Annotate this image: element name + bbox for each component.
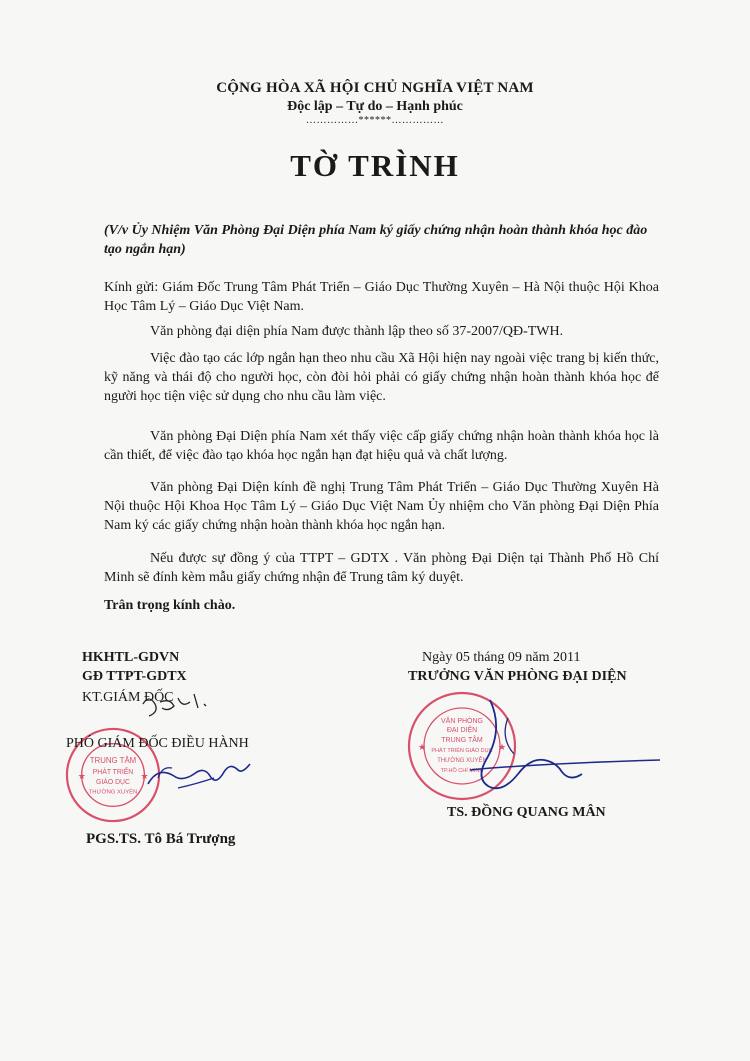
recipient-line: Kính gửi: Giám Đốc Trung Tâm Phát Triển – Giáo Dục Thường Xuyên – Hà Nội thuộc Hội Khoa Học Tâm Lý – Giáo Dục Việt Nam.	[104, 280, 659, 314]
document-title: TỜ TRÌNH	[290, 148, 460, 183]
right-signer-name: TS. ĐỒNG QUANG MÂN	[447, 805, 606, 820]
left-seal-text: GIÁO DỤC	[96, 778, 130, 786]
left-signer-name: PGS.TS. Tô Bá Trượng	[86, 831, 236, 847]
svg-text:★: ★	[418, 742, 427, 752]
right-seal-text: PHÁT TRIỂN GIÁO DỤC	[431, 748, 493, 754]
right-seal-text: ĐẠI DIỆN	[446, 727, 478, 734]
right-seal-text: THƯỜNG XUYÊN	[437, 758, 487, 764]
body-paragraph: Nếu được sự đồng ý của TTPT – GDTX . Văn phòng Đại Diện tại Thành Phố Hồ Chí Minh sẽ đính kèm mẫu giấy chứng nhận để Trung tâm ký duyệt.	[104, 551, 659, 585]
left-org-name: HKHTL-GDVN	[82, 650, 180, 665]
left-seal-text: PHÁT TRIỂN	[92, 769, 134, 777]
right-signer-position: TRƯỞNG VĂN PHÒNG ĐẠI DIỆN	[408, 669, 627, 684]
closing-line: Trân trọng kính chào.	[104, 598, 236, 613]
body-paragraph: Văn phòng đại diện phía Nam được thành lập theo số 37-2007/QĐ-TWH.	[150, 324, 564, 339]
svg-text:★: ★	[140, 770, 149, 781]
signing-date: Ngày 05 tháng 09 năm 2011	[422, 650, 581, 665]
body-paragraph: Việc đào tạo các lớp ngắn hạn theo nhu cầu Xã Hội hiện nay ngoài việc trang bị kiến thức, kỹ năng và thái độ cho người học, còn đòi hỏi phải có giấy chứng nhận hoàn thành khóa học để người học tiện việc sử dụng cho nhu cầu làm việc.	[104, 351, 659, 404]
national-motto: Độc lập – Tự do – Hạnh phúc	[287, 99, 463, 114]
left-signer-role: KT.GIÁM ĐỐC	[82, 690, 174, 705]
national-title: CỘNG HÒA XÃ HỘI CHỦ NGHĨA VIỆT NAM	[216, 80, 534, 96]
right-seal-text: TP.HỒ CHÍ MINH	[440, 768, 484, 774]
document-subject: (V/v Ủy Nhiệm Văn Phòng Đại Diện phía Nam ký giấy chứng nhận hoàn thành khóa học đào tạo ngắn hạn)	[104, 223, 648, 257]
svg-text:★: ★	[498, 742, 507, 752]
header-divider: ……………******……………	[306, 115, 444, 126]
right-handwritten-signature	[430, 690, 670, 810]
right-seal-text: TRUNG TÂM	[441, 737, 483, 744]
left-signer-position: PHÓ GIÁM ĐỐC ĐIỀU HÀNH	[66, 736, 249, 751]
body-paragraph: Văn phòng Đại Diện phía Nam xét thấy việc cấp giấy chứng nhận hoàn thành khóa học là cần thiết, để việc đào tạo khóa học ngắn hạn đạt hiệu quả và chất lượng.	[104, 429, 659, 463]
left-org-unit: GĐ TTPT-GDTX	[82, 669, 187, 684]
left-seal-text: THƯỜNG XUYÊN	[88, 789, 138, 796]
body-paragraph: Văn phòng Đại Diện kính đề nghị Trung Tâm Phát Triển – Giáo Dục Thường Xuyên Hà Nội thuộc Hội Khoa Học Tâm Lý – Giáo Dục Việt Nam Ủy nhiệm cho Văn phòng Đại Diện Phía Nam ký các giấy chứng nhận hoàn thành khóa học ngắn hạn.	[104, 480, 659, 533]
svg-text:★: ★	[77, 770, 86, 781]
left-seal-text: TRUNG TÂM	[89, 756, 137, 766]
right-seal-text: VĂN PHÒNG	[440, 718, 484, 725]
